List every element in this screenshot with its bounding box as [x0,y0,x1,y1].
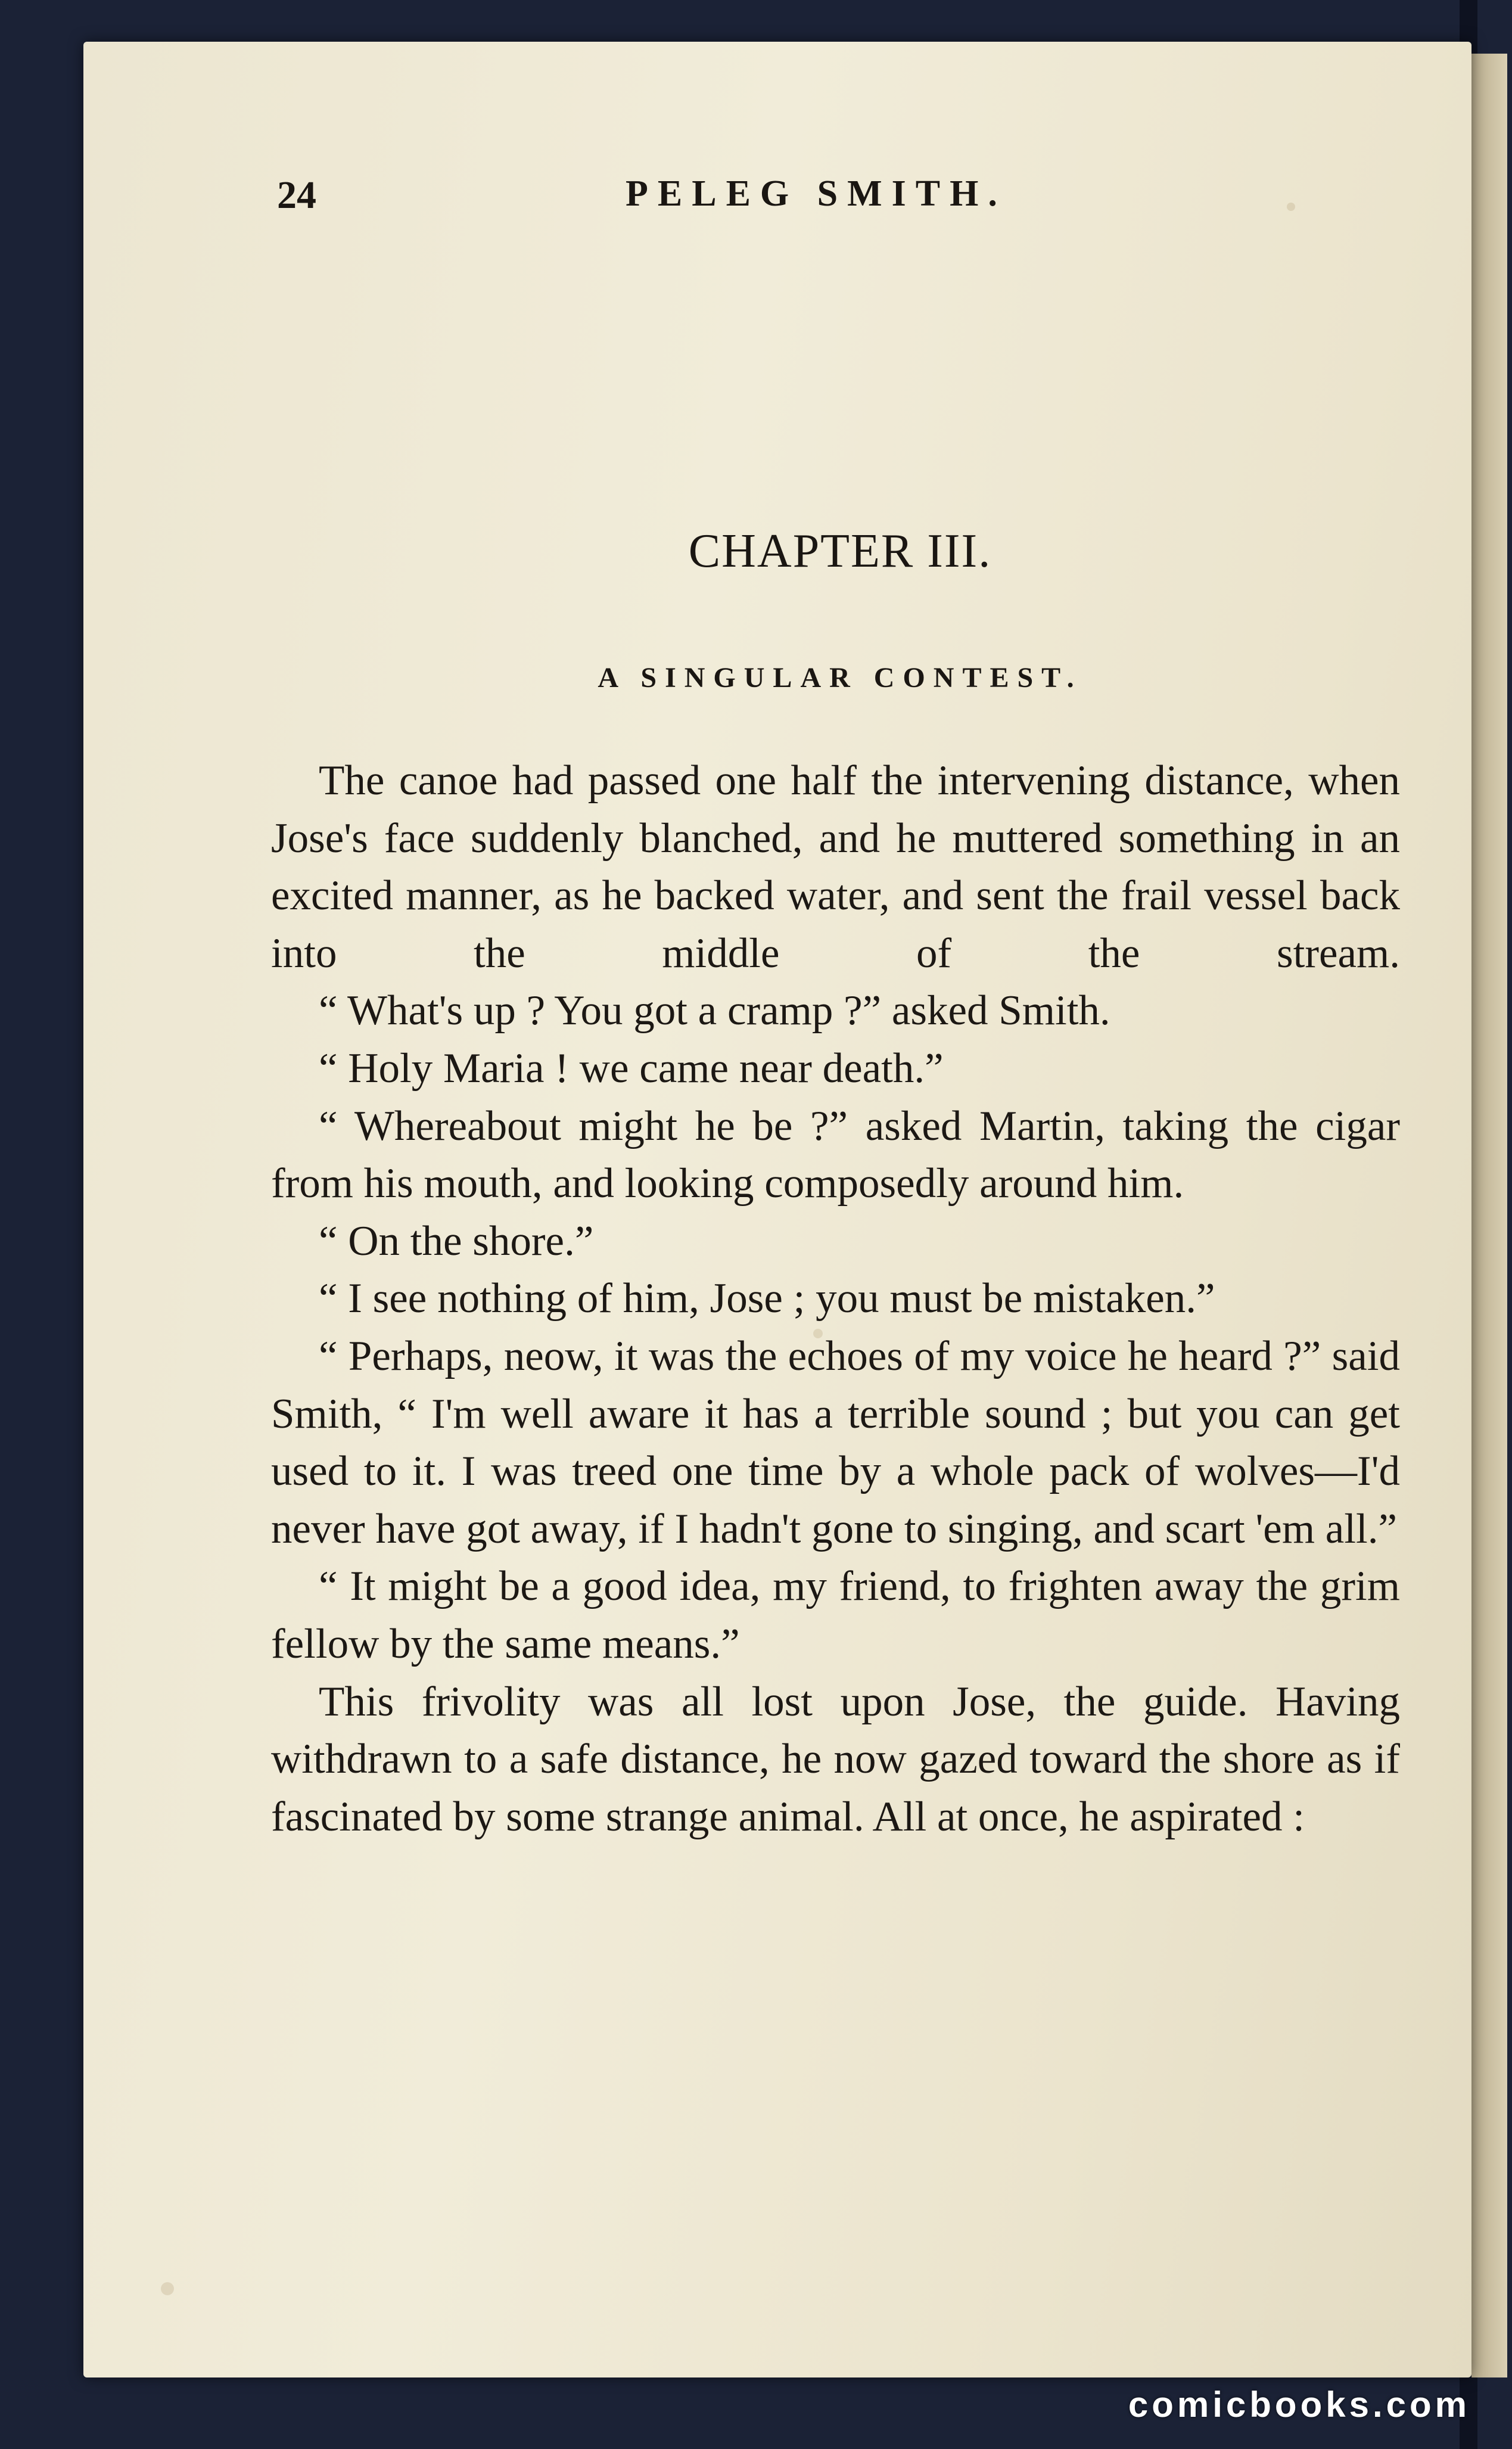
paragraph: “ On the shore.” [319,1217,594,1264]
body-text [271,752,1400,1845]
paragraph: This frivolity was all lost upon Jose, the guide. Having withdrawn to a safe distance, he now gazed toward the shore as if fascinated by some strange animal. All at once, he aspirated : [271,1678,1400,1840]
watermark: comicbooks.com [1128,2385,1470,2425]
paragraph: “ What's up ? You got a cramp ?” asked Smith. [319,987,1110,1034]
paper-stain [161,2282,174,2295]
paragraph: “ I see nothing of him, Jose ; you must be mistaken.” [319,1275,1215,1322]
paragraph: “ Whereabout might he be ?” asked Martin, taking the cigar from his mouth, and looking composedly around him. [271,1102,1400,1207]
page-number: 24 [277,173,316,217]
chapter-subtitle: A SINGULAR CONTEST. [598,662,1082,694]
paragraph: “ It might be a good idea, my friend, to frighten away the grim fellow by the same means.” [271,1563,1400,1667]
page-header [277,173,1409,215]
paragraph: “ Perhaps, neow, it was the echoes of my voice he heard ?” said Smith, “ I'm well aware it has a terrible sound ; but you can get used to it. I was treed one time by a whole pack of wolves—I'd never have got away, if I hadn't gone to singing, and scart 'em all.” [271,1332,1400,1552]
next-page-edge [1471,54,1507,2377]
paragraph: The canoe had passed one half the intervening distance, when Jose's face suddenly blanched, and he muttered something in an excited manner, as he backed water, and sent the frail vessel back into the middle of the stream. [271,757,1400,977]
paragraph: “ Holy Maria ! we came near death.” [319,1045,944,1092]
chapter-title: CHAPTER III. [688,525,992,577]
running-head: PELEG SMITH. [626,173,1007,214]
